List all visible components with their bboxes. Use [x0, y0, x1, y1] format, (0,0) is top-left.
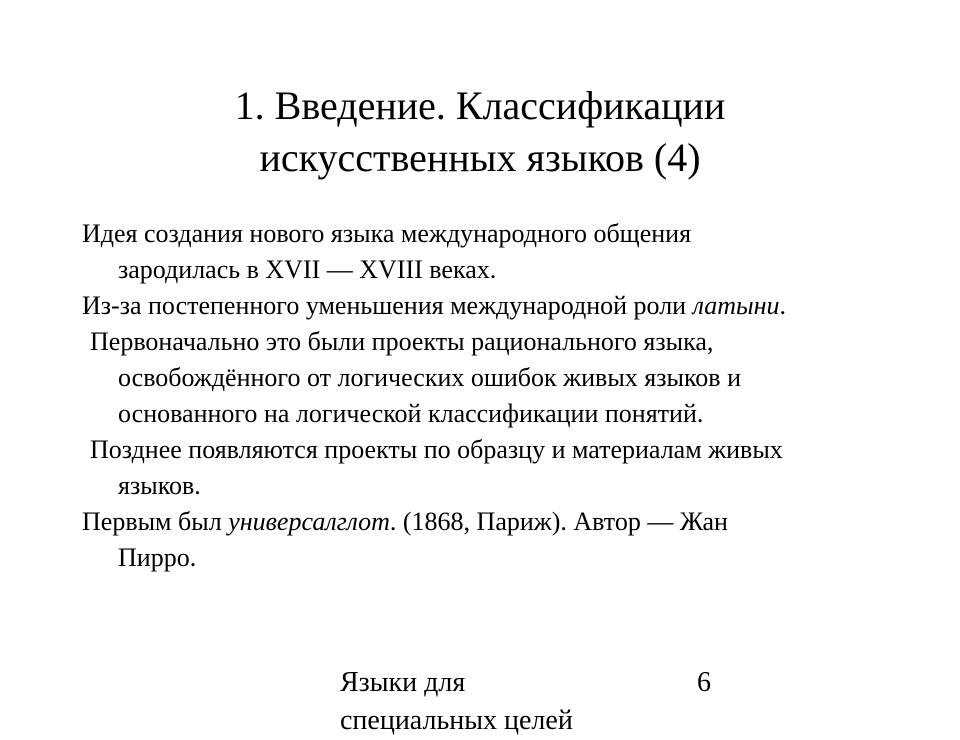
paragraph-latin-line [82, 288, 902, 324]
paragraph-first-line-1 [82, 504, 902, 540]
paragraph-rational-line-2: освобождённого от логических ошибок живых языков и [118, 363, 741, 392]
paragraph-idea [82, 216, 902, 288]
paragraph-later-line-1: Позднее появляются проекты по образцу и материалам живых [90, 435, 783, 464]
slide-body [82, 216, 902, 576]
paragraph-idea-line-2: зародилась в XVII — XVIII веках. [118, 255, 497, 284]
paragraph-first-end: . (1868, Париж). Автор — Жан [389, 507, 728, 536]
paragraph-idea-line-1: Идея создания нового языка международного общения [82, 219, 692, 248]
paragraph-latin [82, 288, 902, 324]
paragraph-later [82, 432, 902, 504]
paragraph-latin-end: . [779, 291, 787, 320]
slide-title [0, 80, 960, 184]
slide-title-line-2: искусственных языков (4) [259, 135, 701, 180]
paragraph-latin-text: Из-за постепенного уменьшения международной роли [82, 291, 693, 320]
footer-caption [340, 664, 573, 740]
footer-caption-line-2: специальных целей [340, 705, 573, 736]
paragraph-first [82, 504, 902, 576]
slide-title-line-1: 1. Введение. Классификации [234, 83, 726, 128]
page-number: 6 [697, 667, 711, 698]
footer-caption-line-1: Языки для [340, 667, 466, 698]
paragraph-rational-line-3: основанного на логической классификации понятий. [118, 399, 704, 428]
paragraph-rational [82, 324, 902, 432]
paragraph-first-text: Первым был [82, 507, 229, 536]
paragraph-later-line-2: языков. [118, 471, 201, 500]
latin-term: латыни [692, 291, 780, 320]
paragraph-first-line-2: Пирро. [118, 543, 197, 572]
paragraph-rational-line-1: Первоначально это были проекты рационального языка, [90, 327, 714, 356]
universalglot-term: универсалглот [228, 507, 390, 536]
